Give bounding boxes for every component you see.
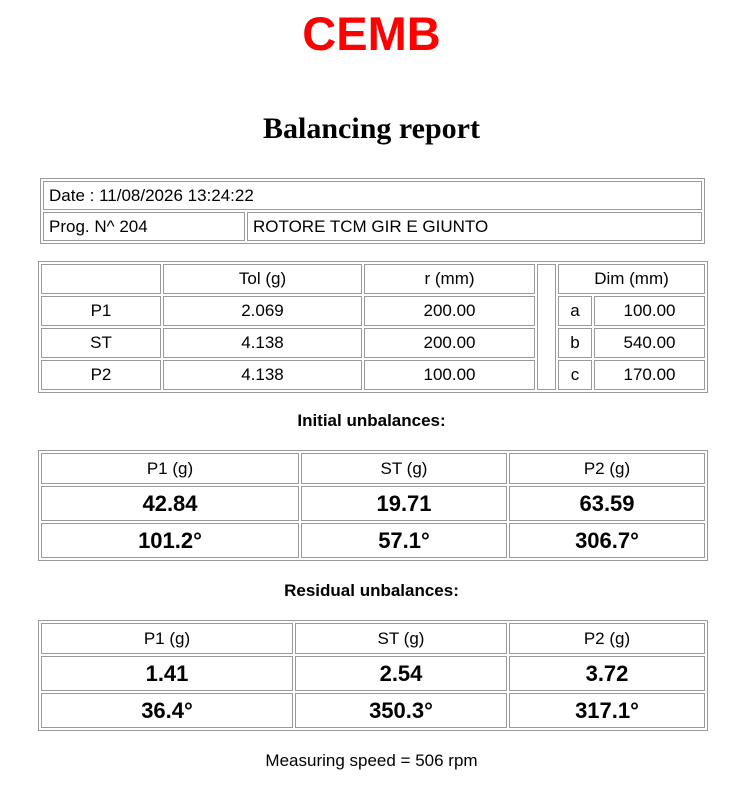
st-angle: 350.3° <box>295 693 507 728</box>
st-header: ST (g) <box>295 623 507 654</box>
initial-header-row <box>41 453 705 484</box>
p1-angle: 101.2° <box>41 523 299 558</box>
measuring-speed: Measuring speed = 506 rpm <box>265 751 478 770</box>
initial-angle-row <box>41 523 705 558</box>
tolerance-table <box>38 261 708 393</box>
dim-value: 540.00 <box>594 328 705 358</box>
tolerance-header-row <box>41 264 705 294</box>
initial-unbalances-table <box>38 450 708 561</box>
st-amount: 2.54 <box>295 656 507 691</box>
radius-value: 200.00 <box>364 328 535 358</box>
residual-angle-row <box>41 693 705 728</box>
prog-number-cell: Prog. N^ 204 <box>43 212 245 241</box>
tol-value: 4.138 <box>163 360 362 390</box>
radius-header: r (mm) <box>364 264 535 294</box>
p2-header: P2 (g) <box>509 453 705 484</box>
initial-unbalances-heading: Initial unbalances: <box>297 411 446 430</box>
p1-angle: 36.4° <box>41 693 293 728</box>
plane-label: P2 <box>41 360 161 390</box>
rotor-name-cell: ROTORE TCM GIR E GIUNTO <box>247 212 702 241</box>
initial-amount-row <box>41 486 705 521</box>
tolerance-row <box>41 296 705 326</box>
p1-amount: 1.41 <box>41 656 293 691</box>
st-angle: 57.1° <box>301 523 507 558</box>
residual-unbalances-table <box>38 620 708 731</box>
dim-value: 100.00 <box>594 296 705 326</box>
plane-label: ST <box>41 328 161 358</box>
radius-value: 200.00 <box>364 296 535 326</box>
p2-angle: 306.7° <box>509 523 705 558</box>
p2-amount: 3.72 <box>509 656 705 691</box>
column-gap <box>537 264 556 390</box>
info-row-prog <box>43 212 702 241</box>
residual-unbalances-heading: Residual unbalances: <box>284 581 459 600</box>
tolerance-row <box>41 328 705 358</box>
p2-angle: 317.1° <box>509 693 705 728</box>
dim-key: a <box>558 296 592 326</box>
radius-value: 100.00 <box>364 360 535 390</box>
report-title: Balancing report <box>263 112 480 145</box>
tol-header: Tol (g) <box>163 264 362 294</box>
tol-value: 4.138 <box>163 328 362 358</box>
tolerance-row <box>41 360 705 390</box>
dim-value: 170.00 <box>594 360 705 390</box>
tol-value: 2.069 <box>163 296 362 326</box>
dim-key: c <box>558 360 592 390</box>
p2-amount: 63.59 <box>509 486 705 521</box>
date-cell: Date : 11/08/2026 13:24:22 <box>43 181 702 210</box>
corner-cell <box>41 264 161 294</box>
st-header: ST (g) <box>301 453 507 484</box>
plane-label: P1 <box>41 296 161 326</box>
brand-logo: CEMB <box>302 7 441 60</box>
dim-header: Dim (mm) <box>558 264 705 294</box>
info-table <box>40 178 705 244</box>
residual-amount-row <box>41 656 705 691</box>
p1-header: P1 (g) <box>41 453 299 484</box>
dim-key: b <box>558 328 592 358</box>
p1-header: P1 (g) <box>41 623 293 654</box>
info-row-date <box>43 181 702 210</box>
st-amount: 19.71 <box>301 486 507 521</box>
residual-header-row <box>41 623 705 654</box>
p1-amount: 42.84 <box>41 486 299 521</box>
p2-header: P2 (g) <box>509 623 705 654</box>
